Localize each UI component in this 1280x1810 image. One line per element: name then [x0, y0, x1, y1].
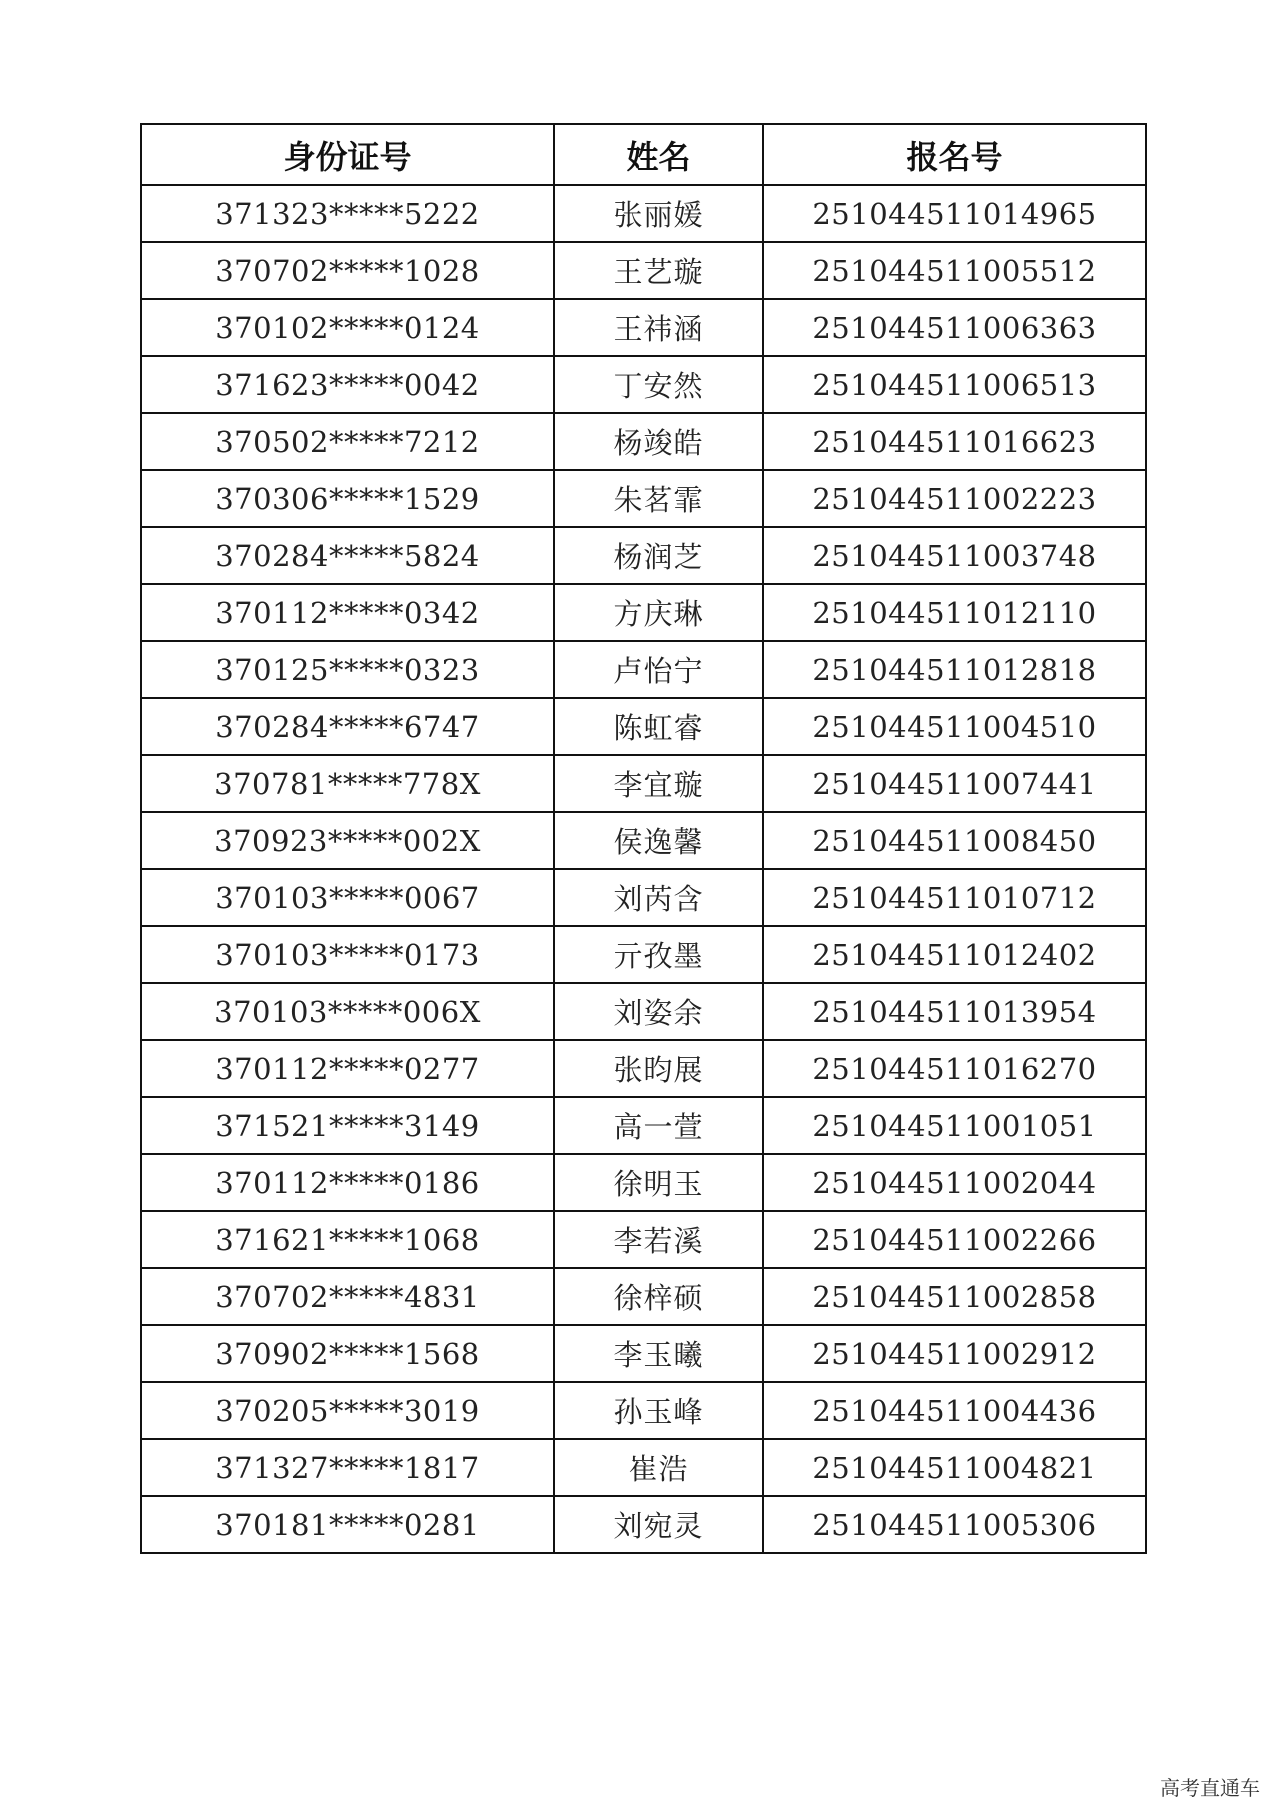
name-cell: 刘姿余	[554, 983, 763, 1040]
registration-number-cell: 251044511002858	[763, 1268, 1146, 1325]
id-number-cell: 370112*****0342	[141, 584, 554, 641]
registration-number-cell: 251044511012818	[763, 641, 1146, 698]
id-number-cell: 371623*****0042	[141, 356, 554, 413]
table-row	[141, 413, 1146, 470]
registration-number-cell: 251044511005512	[763, 242, 1146, 299]
table-row	[141, 1325, 1146, 1382]
id-number-cell: 370284*****6747	[141, 698, 554, 755]
table-row	[141, 1439, 1146, 1496]
table-row	[141, 185, 1146, 242]
registration-number-cell: 251044511016623	[763, 413, 1146, 470]
name-cell: 王祎涵	[554, 299, 763, 356]
id-number-cell: 371327*****1817	[141, 1439, 554, 1496]
name-cell: 崔浩	[554, 1439, 763, 1496]
candidate-table-container	[140, 123, 1145, 1554]
table-row	[141, 527, 1146, 584]
table-row	[141, 926, 1146, 983]
name-cell: 李若溪	[554, 1211, 763, 1268]
name-cell: 方庆琳	[554, 584, 763, 641]
name-cell: 杨竣皓	[554, 413, 763, 470]
name-cell: 张昀展	[554, 1040, 763, 1097]
id-number-cell: 370102*****0124	[141, 299, 554, 356]
column-header-id-number: 身份证号	[141, 124, 554, 185]
table-row	[141, 470, 1146, 527]
registration-number-cell: 251044511013954	[763, 983, 1146, 1040]
table-row	[141, 1097, 1146, 1154]
id-number-cell: 371323*****5222	[141, 185, 554, 242]
registration-number-cell: 251044511002223	[763, 470, 1146, 527]
id-number-cell: 370284*****5824	[141, 527, 554, 584]
id-number-cell: 370702*****1028	[141, 242, 554, 299]
name-cell: 丁安然	[554, 356, 763, 413]
registration-number-cell: 251044511010712	[763, 869, 1146, 926]
id-number-cell: 370923*****002X	[141, 812, 554, 869]
name-cell: 卢怡宁	[554, 641, 763, 698]
name-cell: 张丽媛	[554, 185, 763, 242]
name-cell: 刘芮含	[554, 869, 763, 926]
table-row	[141, 1040, 1146, 1097]
registration-number-cell: 251044511002266	[763, 1211, 1146, 1268]
id-number-cell: 370112*****0277	[141, 1040, 554, 1097]
registration-number-cell: 251044511001051	[763, 1097, 1146, 1154]
id-number-cell: 370103*****0067	[141, 869, 554, 926]
registration-number-cell: 251044511006513	[763, 356, 1146, 413]
id-number-cell: 370502*****7212	[141, 413, 554, 470]
id-number-cell: 370112*****0186	[141, 1154, 554, 1211]
candidate-table	[140, 123, 1147, 1554]
name-cell: 高一萱	[554, 1097, 763, 1154]
table-header	[141, 124, 1146, 185]
table-row	[141, 755, 1146, 812]
registration-number-cell: 251044511004821	[763, 1439, 1146, 1496]
watermark-text: 高考直通车	[1160, 1776, 1260, 1800]
registration-number-cell: 251044511004436	[763, 1382, 1146, 1439]
table-row	[141, 1268, 1146, 1325]
column-header-name: 姓名	[554, 124, 763, 185]
registration-number-cell: 251044511002912	[763, 1325, 1146, 1382]
name-cell: 王艺璇	[554, 242, 763, 299]
table-row	[141, 869, 1146, 926]
table-row	[141, 1154, 1146, 1211]
id-number-cell: 371621*****1068	[141, 1211, 554, 1268]
table-row	[141, 1496, 1146, 1553]
header-row	[141, 124, 1146, 185]
table-row	[141, 299, 1146, 356]
name-cell: 亓孜墨	[554, 926, 763, 983]
table-row	[141, 983, 1146, 1040]
id-number-cell: 370702*****4831	[141, 1268, 554, 1325]
table-row	[141, 1382, 1146, 1439]
table-row	[141, 641, 1146, 698]
name-cell: 刘宛灵	[554, 1496, 763, 1553]
name-cell: 孙玉峰	[554, 1382, 763, 1439]
name-cell: 李玉曦	[554, 1325, 763, 1382]
registration-number-cell: 251044511002044	[763, 1154, 1146, 1211]
table-body	[141, 185, 1146, 1553]
name-cell: 徐明玉	[554, 1154, 763, 1211]
table-row	[141, 1211, 1146, 1268]
registration-number-cell: 251044511006363	[763, 299, 1146, 356]
id-number-cell: 370103*****0173	[141, 926, 554, 983]
table-row	[141, 698, 1146, 755]
table-row	[141, 812, 1146, 869]
registration-number-cell: 251044511003748	[763, 527, 1146, 584]
table-row	[141, 356, 1146, 413]
registration-number-cell: 251044511007441	[763, 755, 1146, 812]
id-number-cell: 370902*****1568	[141, 1325, 554, 1382]
registration-number-cell: 251044511014965	[763, 185, 1146, 242]
name-cell: 陈虹睿	[554, 698, 763, 755]
name-cell: 侯逸馨	[554, 812, 763, 869]
id-number-cell: 370103*****006X	[141, 983, 554, 1040]
name-cell: 徐梓硕	[554, 1268, 763, 1325]
name-cell: 李宜璇	[554, 755, 763, 812]
id-number-cell: 370306*****1529	[141, 470, 554, 527]
id-number-cell: 370125*****0323	[141, 641, 554, 698]
registration-number-cell: 251044511005306	[763, 1496, 1146, 1553]
id-number-cell: 370205*****3019	[141, 1382, 554, 1439]
registration-number-cell: 251044511004510	[763, 698, 1146, 755]
table-row	[141, 584, 1146, 641]
registration-number-cell: 251044511012402	[763, 926, 1146, 983]
id-number-cell: 370781*****778X	[141, 755, 554, 812]
registration-number-cell: 251044511008450	[763, 812, 1146, 869]
registration-number-cell: 251044511016270	[763, 1040, 1146, 1097]
id-number-cell: 371521*****3149	[141, 1097, 554, 1154]
column-header-registration-number: 报名号	[763, 124, 1146, 185]
name-cell: 杨润芝	[554, 527, 763, 584]
registration-number-cell: 251044511012110	[763, 584, 1146, 641]
table-row	[141, 242, 1146, 299]
name-cell: 朱茗霏	[554, 470, 763, 527]
id-number-cell: 370181*****0281	[141, 1496, 554, 1553]
